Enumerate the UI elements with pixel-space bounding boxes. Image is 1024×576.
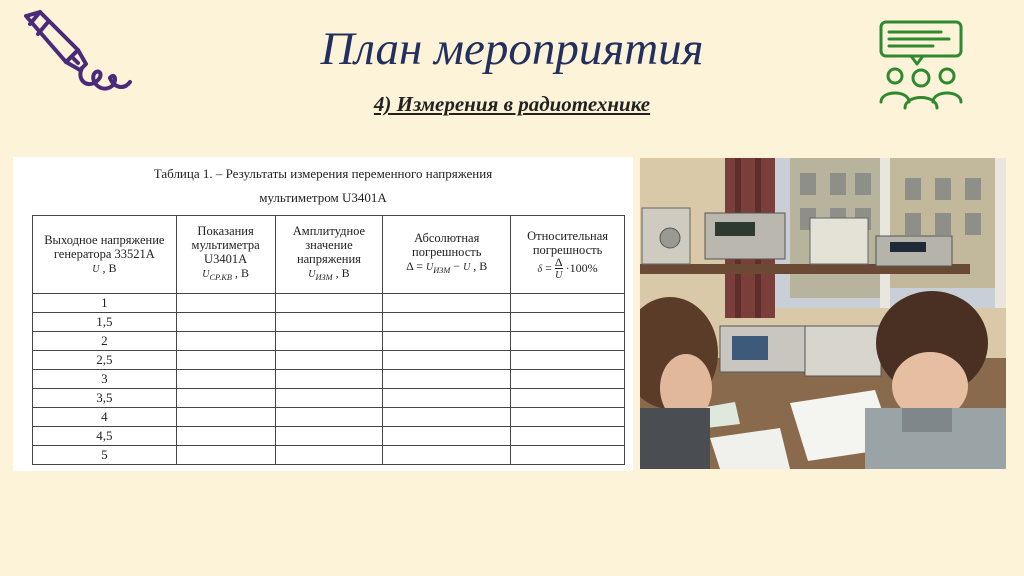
results-table bbox=[32, 215, 625, 465]
slide-title: План мероприятия bbox=[320, 23, 704, 75]
table-row: 3,5 bbox=[33, 389, 625, 408]
table-row: 1,5 bbox=[33, 313, 625, 332]
table-row: 2 bbox=[33, 332, 625, 351]
table-row: 2,5 bbox=[33, 351, 625, 370]
lab-photo bbox=[640, 158, 1006, 469]
people-discussion-icon bbox=[875, 18, 965, 117]
header-relative-error: Относительная погрешность δ = Δ U ·100% bbox=[511, 216, 625, 294]
slide-subtitle: 4) Измерения в радиотехнике bbox=[373, 92, 651, 116]
table-row: 3 bbox=[33, 370, 625, 389]
table-row: 1 bbox=[33, 294, 625, 313]
table-row: 4 bbox=[33, 408, 625, 427]
table-caption: Таблица 1. – Результаты измерения переменного напряжения мультиметром U3401A bbox=[153, 166, 493, 205]
results-table-document bbox=[13, 157, 633, 471]
table-row: 5 bbox=[33, 446, 625, 465]
header-absolute-error: Абсолютная погрешность $\Delta = U_{ИЗМ} - U$ , В bbox=[383, 216, 511, 294]
table-header-row bbox=[33, 216, 625, 294]
header-multimeter-reading: Показания мультиметра U3401A $U_{СР.КВ}$ , В bbox=[176, 216, 275, 294]
header-amplitude-value: Амплитудное значение напряжения $U_{ИЗМ}$ , В bbox=[275, 216, 383, 294]
header-generator-voltage: Выходное напряжение генератора 33521A U , В bbox=[33, 216, 177, 294]
table-row: 4,5 bbox=[33, 427, 625, 446]
